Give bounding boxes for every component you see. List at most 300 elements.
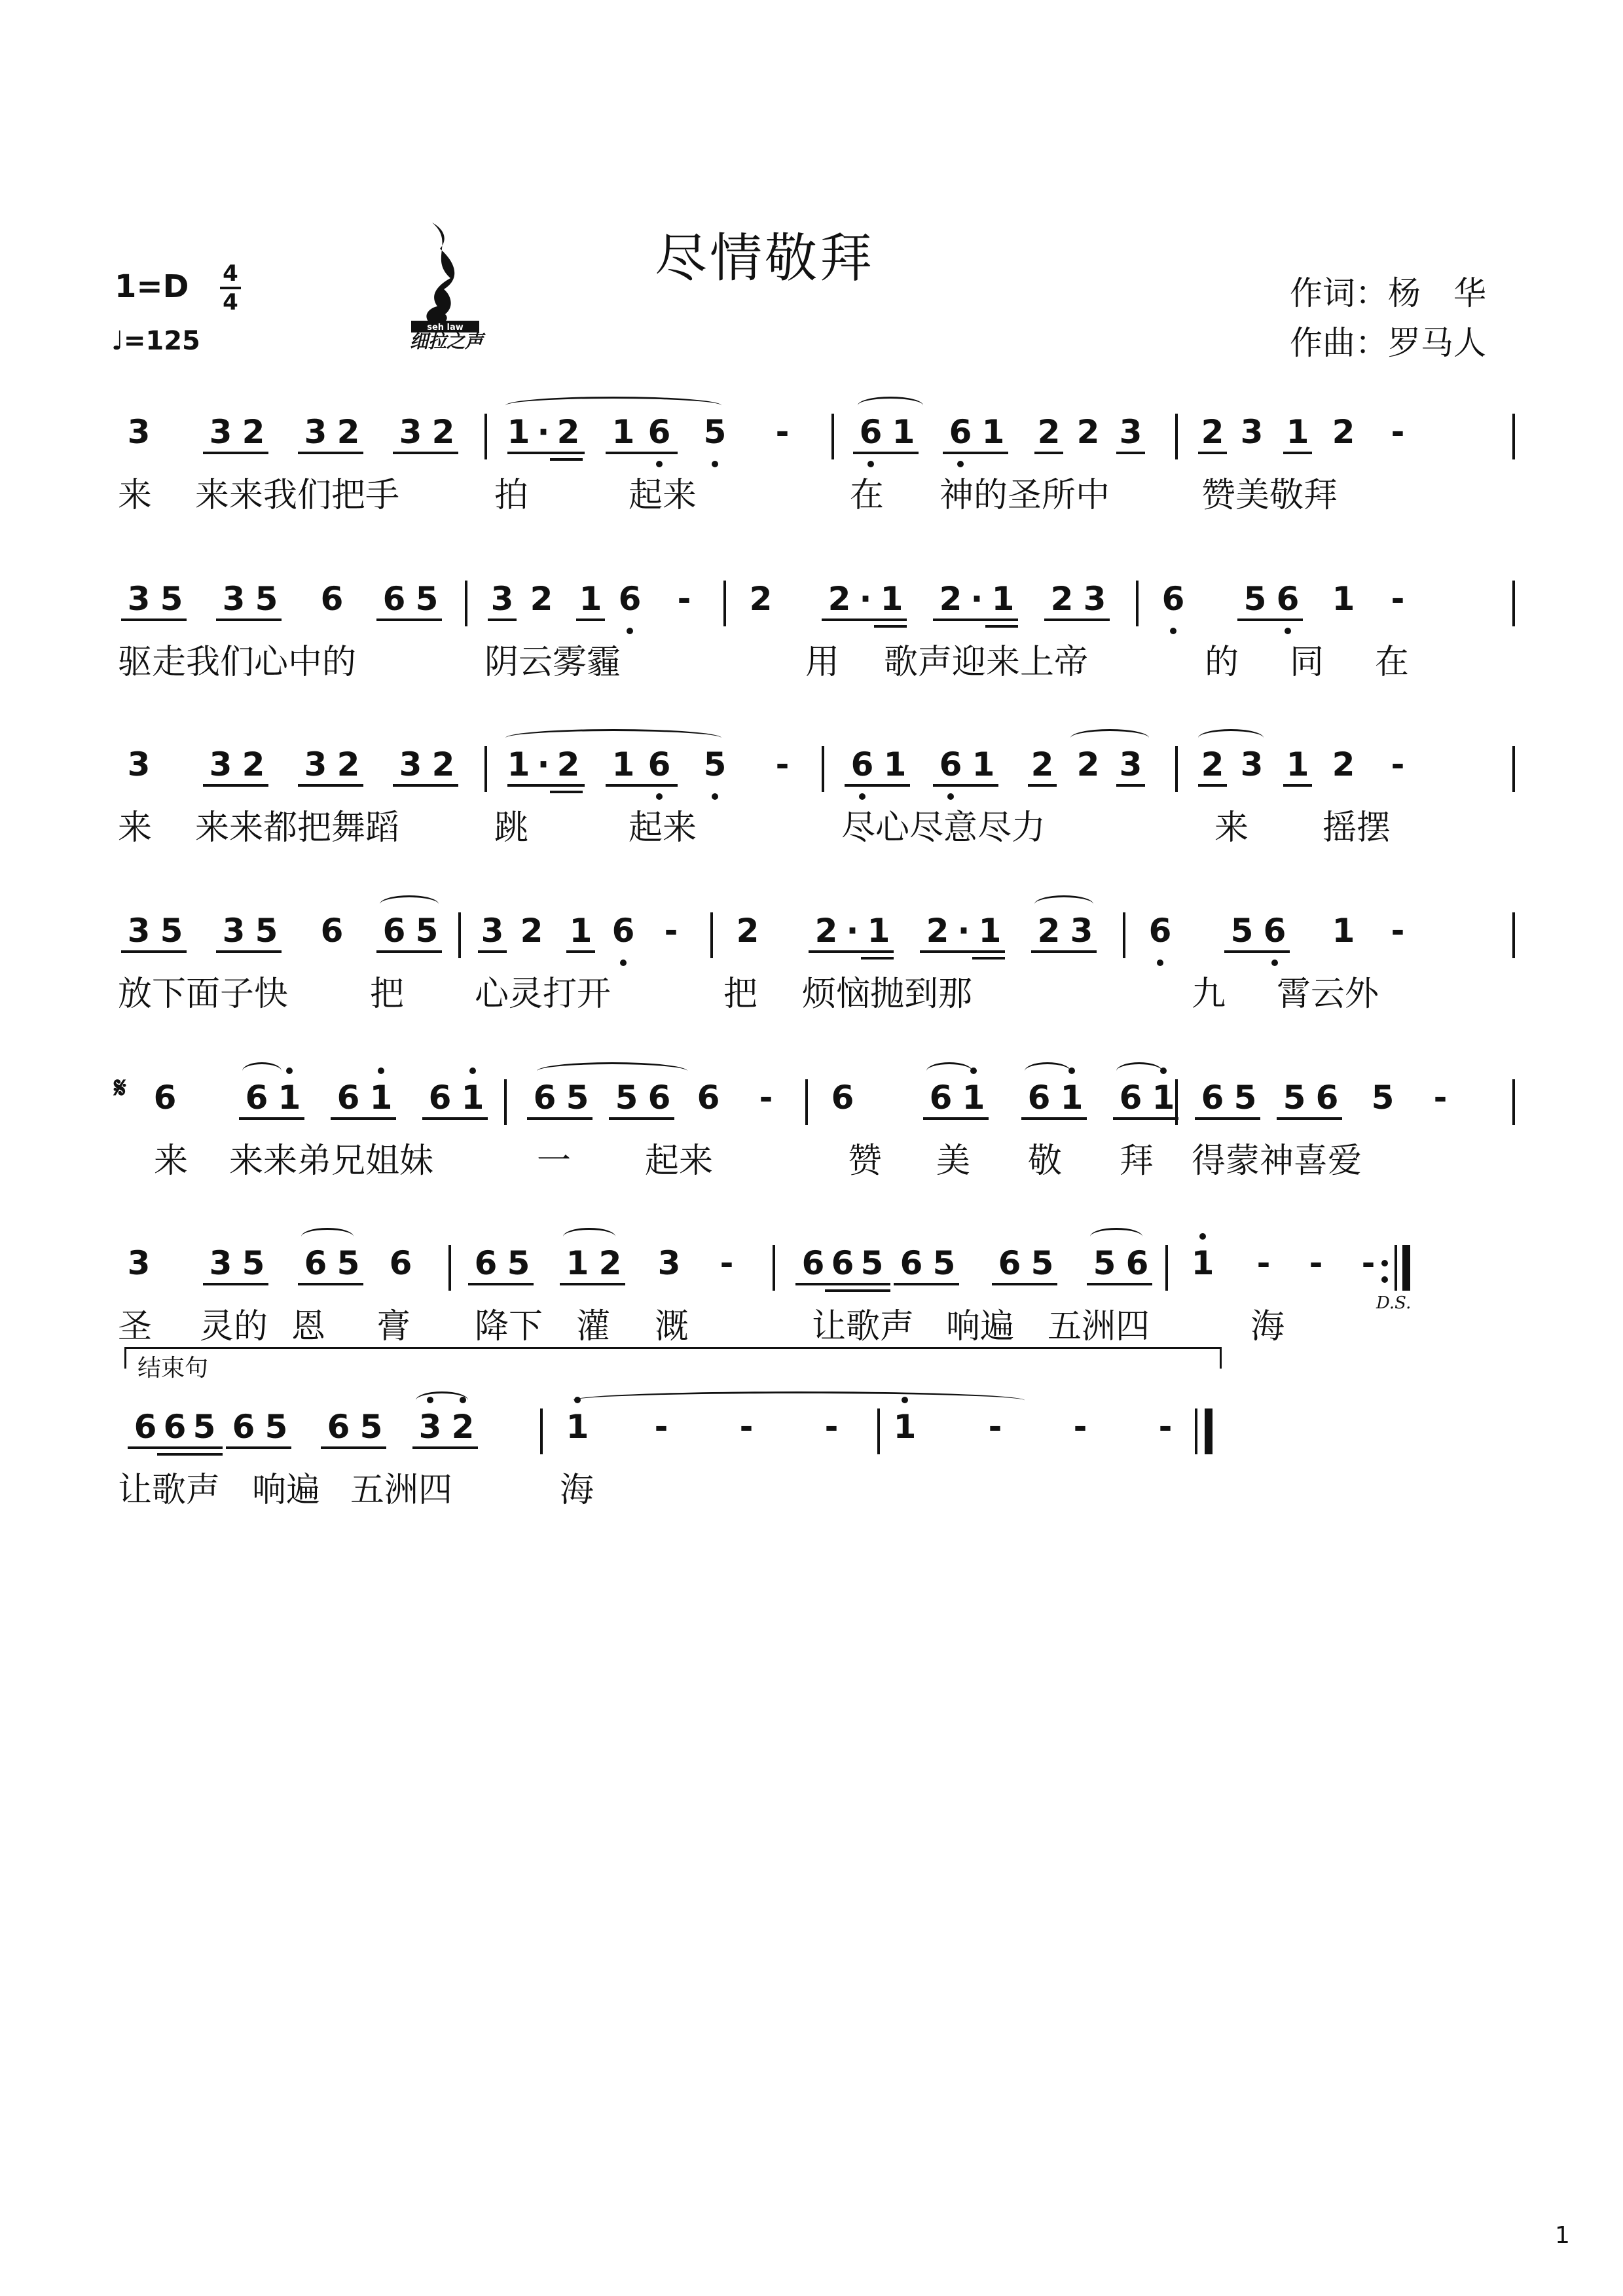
jianpu-note: 2	[451, 1408, 475, 1446]
jianpu-note: 1	[461, 1079, 484, 1117]
jianpu-note: 2	[530, 580, 553, 618]
jianpu-note: 2	[1201, 745, 1224, 783]
sustain-dash: -	[664, 912, 678, 950]
beam-underline	[985, 625, 1018, 628]
beam-underline	[298, 784, 363, 787]
jianpu-note: 5	[255, 912, 278, 950]
lyric-word: 放下面子快	[118, 975, 289, 1014]
jianpu-note: ·	[957, 912, 970, 950]
barline	[1512, 746, 1515, 792]
jianpu-note: 2	[736, 912, 759, 950]
jianpu-note: 5	[160, 912, 183, 950]
notation-line	[118, 1401, 1519, 1466]
barline	[723, 581, 726, 626]
jianpu-note: 6	[1276, 580, 1300, 618]
jianpu-note: 6	[618, 580, 642, 618]
jianpu-note: 6	[474, 1244, 498, 1282]
beam-underline	[923, 1117, 989, 1120]
octave-down-dot	[947, 793, 954, 800]
ds-marking: D.S.	[1376, 1293, 1412, 1313]
jianpu-note: 6	[382, 580, 406, 618]
jianpu-note: 6	[1027, 1079, 1051, 1117]
lyric-word: 跳	[494, 808, 529, 848]
jianpu-note: 6	[611, 912, 635, 950]
score-row-5	[114, 1045, 1519, 1196]
sustain-dash: -	[1256, 1244, 1271, 1282]
jianpu-note: 1	[883, 745, 907, 783]
sustain-dash: -	[654, 1408, 668, 1446]
jianpu-note: 3	[222, 580, 246, 618]
beam-underline	[606, 784, 678, 787]
barline	[1136, 581, 1139, 626]
jianpu-note: 5	[703, 413, 727, 451]
jianpu-note: 5	[1093, 1244, 1116, 1282]
lyric-word: 赞	[848, 1141, 883, 1181]
sustain-dash: -	[1391, 413, 1405, 451]
barline	[877, 1408, 880, 1454]
lyric-word: 来	[1214, 808, 1249, 848]
barline	[1175, 1079, 1178, 1125]
jianpu-note: 3	[399, 413, 422, 451]
jianpu-note: 3	[127, 1244, 151, 1282]
lyric-word: 阴云雾霾	[484, 643, 621, 682]
lyric-word: 尽心尽意尽力	[841, 808, 1046, 848]
jianpu-note: 1	[579, 580, 602, 618]
jianpu-note: 6	[697, 1079, 720, 1117]
lyric-word: 膏	[376, 1307, 411, 1346]
jianpu-note: 3	[1119, 745, 1142, 783]
lyric-word: 五洲四	[350, 1471, 453, 1510]
lyric-word: 恩	[291, 1307, 326, 1346]
lyrics-line	[118, 1469, 1519, 1515]
segno-sign: 𝄋	[114, 1071, 126, 1105]
jianpu-note: 2	[1076, 413, 1100, 451]
jianpu-note: 6	[337, 1079, 360, 1117]
jianpu-note: 2	[242, 745, 265, 783]
jianpu-note: 6	[647, 413, 671, 451]
tempo-value: =125	[123, 326, 200, 356]
lyric-word: 海	[560, 1471, 594, 1510]
lyric-word: 霄云外	[1277, 975, 1379, 1014]
jianpu-note: 2	[1050, 580, 1074, 618]
jianpu-note: 1	[1286, 745, 1309, 783]
lyric-word: 来来弟兄姐妹	[229, 1141, 434, 1181]
lyric-word: 来来我们把手	[195, 476, 400, 515]
octave-down-dot	[1271, 960, 1278, 966]
octave-down-dot	[656, 793, 663, 800]
octave-up-dot	[469, 1067, 476, 1074]
lyric-word: 得蒙神喜爱	[1192, 1141, 1362, 1181]
jianpu-note: 6	[859, 413, 883, 451]
barline	[1512, 912, 1515, 958]
barline	[822, 746, 824, 792]
notation-line	[118, 905, 1519, 970]
jianpu-note: 3	[209, 413, 232, 451]
slur	[573, 1391, 1025, 1409]
beam-underline	[822, 619, 907, 621]
octave-up-dot	[1160, 1067, 1167, 1074]
sustain-dash: -	[739, 1408, 754, 1446]
jianpu-note: 6	[1315, 1079, 1339, 1117]
score-row-1	[118, 380, 1519, 530]
jianpu-note: 2	[749, 580, 773, 618]
time-signature-bottom: 4	[223, 289, 238, 315]
jianpu-note: 1	[981, 413, 1005, 451]
beam-underline	[1116, 452, 1145, 454]
sustain-dash: -	[988, 1408, 1002, 1446]
beam-underline	[527, 1117, 593, 1120]
jianpu-note: 6	[831, 1244, 854, 1282]
beam-underline	[203, 784, 268, 787]
sustain-dash: -	[759, 1079, 773, 1117]
time-signature-top: 4	[223, 260, 238, 287]
octave-up-dot	[574, 1397, 581, 1403]
lyric-word: 一	[537, 1141, 572, 1181]
lyric-word: 响遍	[946, 1307, 1015, 1346]
jianpu-note: 5	[192, 1408, 216, 1446]
beam-underline	[874, 625, 907, 628]
jianpu-note: 1	[507, 745, 530, 783]
octave-down-dot	[712, 461, 718, 467]
octave-up-dot	[1199, 1233, 1206, 1240]
sustain-dash: -	[720, 1244, 734, 1282]
jianpu-note: 6	[831, 1079, 854, 1117]
jianpu-note: 6	[647, 745, 671, 783]
octave-down-dot	[859, 793, 866, 800]
lyric-word: 降下	[475, 1307, 543, 1346]
jianpu-note: ·	[846, 912, 859, 950]
beam-underline	[393, 452, 458, 454]
octave-down-dot	[867, 461, 874, 467]
jianpu-note: 2	[828, 580, 851, 618]
jianpu-note: 6	[801, 1244, 825, 1282]
barline	[831, 414, 834, 459]
jianpu-note: 1	[1332, 580, 1355, 618]
jianpu-note: 1	[893, 1408, 917, 1446]
jianpu-note: 3	[222, 912, 246, 950]
barline	[773, 1245, 775, 1291]
jianpu-note: 1	[972, 745, 995, 783]
lyric-word: 赞美敬拜	[1201, 476, 1338, 515]
jianpu-note: 2	[1030, 745, 1054, 783]
jianpu-note: 6	[245, 1079, 268, 1117]
lyric-word: 五洲四	[1048, 1307, 1150, 1346]
lyric-word: 来来都把舞蹈	[195, 808, 400, 848]
jianpu-note: 3	[1070, 912, 1093, 950]
lyrics-line	[118, 807, 1519, 853]
notation-line	[118, 738, 1519, 804]
sustain-dash: -	[1158, 1408, 1173, 1446]
jianpu-note: 5	[255, 580, 278, 618]
final-barline	[1402, 1245, 1410, 1291]
lyric-word: 来	[118, 476, 153, 515]
beam-underline	[853, 452, 919, 454]
octave-up-dot	[902, 1397, 908, 1403]
jianpu-note: 5	[1243, 580, 1267, 618]
credits	[1290, 268, 1486, 368]
lyricist: 作词：杨 华	[1290, 274, 1486, 312]
jianpu-note: 3	[657, 1244, 681, 1282]
barline	[1512, 581, 1515, 626]
jianpu-note: 6	[1201, 1079, 1224, 1117]
jianpu-note: 1	[1060, 1079, 1084, 1117]
beam-underline	[298, 452, 363, 454]
repeat-dot	[1381, 1276, 1388, 1283]
barline	[1512, 1079, 1515, 1125]
jianpu-note: 6	[163, 1408, 187, 1446]
jianpu-note: 2	[556, 745, 580, 783]
beam-underline	[576, 619, 605, 621]
jianpu-note: 5	[1371, 1079, 1395, 1117]
jianpu-note: ·	[537, 745, 550, 783]
lyric-word: 海	[1250, 1307, 1285, 1346]
jianpu-note: 5	[860, 1244, 884, 1282]
quarter-note-icon: ♩	[111, 326, 124, 356]
jianpu-note: 2	[337, 413, 360, 451]
jianpu-note: 6	[1263, 912, 1286, 950]
beam-underline	[1195, 1117, 1260, 1120]
barline	[1175, 414, 1178, 459]
jianpu-note: 1	[611, 413, 635, 451]
barline	[465, 581, 467, 626]
barline	[448, 1245, 451, 1291]
jianpu-note: 2	[520, 912, 543, 950]
lyric-word: 驱走我们心中的	[118, 643, 357, 682]
jianpu-note: 2	[1332, 745, 1355, 783]
lyric-word: 敬	[1028, 1141, 1063, 1181]
jianpu-note: 6	[327, 1408, 350, 1446]
jianpu-note: 5	[264, 1408, 288, 1446]
jianpu-note: 6	[929, 1079, 953, 1117]
lyrics-line	[118, 1306, 1519, 1352]
jianpu-note: 6	[382, 912, 406, 950]
jianpu-note: 5	[337, 1244, 360, 1282]
octave-up-dot	[378, 1067, 384, 1074]
beam-underline	[825, 1289, 890, 1292]
lyric-word: 用	[805, 643, 840, 682]
beam-underline	[376, 950, 442, 953]
lyric-word: 在	[1375, 643, 1410, 682]
key-signature: 1=D	[115, 268, 189, 305]
jianpu-note: 1	[867, 912, 890, 950]
jianpu-note: 3	[127, 580, 151, 618]
beam-underline	[203, 1283, 268, 1285]
lyrics-line	[118, 641, 1519, 687]
lyric-word: 圣	[118, 1307, 153, 1346]
jianpu-note: 5	[703, 745, 727, 783]
beam-underline	[809, 950, 894, 953]
jianpu-note: 6	[647, 1079, 671, 1117]
jianpu-note: 1	[1332, 912, 1355, 950]
jianpu-note: 2	[598, 1244, 622, 1282]
notation-line	[118, 406, 1519, 471]
beam-underline	[239, 1117, 304, 1120]
lyric-word: 神的圣所中	[939, 476, 1110, 515]
octave-down-dot	[1157, 960, 1163, 966]
jianpu-note: 2	[337, 745, 360, 783]
beam-underline	[795, 1283, 890, 1285]
beam-underline	[1198, 452, 1227, 454]
lyric-word: 溉	[655, 1307, 689, 1346]
jianpu-note: 2	[556, 413, 580, 451]
sustain-dash: -	[1391, 912, 1405, 950]
sustain-dash: -	[1361, 1244, 1376, 1282]
beam-underline	[1198, 784, 1227, 787]
octave-up-dot	[1068, 1067, 1075, 1074]
beam-underline	[894, 1283, 959, 1285]
beam-underline	[992, 1283, 1057, 1285]
jianpu-note: 1	[566, 1408, 589, 1446]
octave-up-dot	[286, 1067, 293, 1074]
barline	[484, 746, 487, 792]
beam-underline	[1224, 950, 1290, 953]
barline	[1175, 746, 1178, 792]
composer: 作曲：罗马人	[1290, 324, 1486, 362]
barline	[805, 1079, 808, 1125]
sustain-dash: -	[1309, 1244, 1323, 1282]
jianpu-note: 2	[939, 580, 962, 618]
beam-underline	[920, 950, 1005, 953]
beam-underline	[1034, 452, 1063, 454]
lyrics-line	[118, 475, 1519, 520]
beam-underline	[1113, 1117, 1178, 1120]
score-row-2	[118, 547, 1519, 697]
jianpu-note: 6	[1119, 1079, 1142, 1117]
jianpu-note: 3	[209, 745, 232, 783]
beam-underline	[861, 957, 894, 960]
jianpu-note: 2	[1332, 413, 1355, 451]
jianpu-note: ·	[970, 580, 983, 618]
jianpu-note: 1	[991, 580, 1015, 618]
beam-underline	[393, 784, 458, 787]
jianpu-note: 3	[127, 912, 151, 950]
score-row-3	[118, 712, 1519, 863]
jianpu-note: 6	[320, 580, 344, 618]
beam-underline	[606, 452, 678, 454]
notation-line	[118, 573, 1519, 638]
beam-underline	[478, 950, 507, 953]
jianpu-note: 1	[1286, 413, 1309, 451]
beam-underline	[1116, 784, 1145, 787]
logo-text: 细拉之声	[409, 331, 483, 352]
jianpu-note: 2	[242, 413, 265, 451]
jianpu-note: 1	[278, 1079, 301, 1117]
beam-underline	[376, 619, 442, 621]
lyric-word: 让歌声	[118, 1471, 221, 1510]
jianpu-note: 3	[127, 413, 151, 451]
barline	[1165, 1245, 1168, 1291]
lyrics-line	[118, 1140, 1519, 1186]
beam-underline	[216, 950, 282, 953]
lyric-word: 把	[370, 975, 405, 1014]
logo-subtext: seh law	[427, 323, 464, 332]
beam-underline	[422, 1117, 488, 1120]
jianpu-note: 3	[304, 413, 327, 451]
jianpu-note: 2	[1037, 912, 1061, 950]
beam-underline	[128, 1446, 223, 1449]
jianpu-note: 6	[1125, 1244, 1149, 1282]
jianpu-note: 6	[998, 1244, 1021, 1282]
barline	[1395, 1245, 1397, 1291]
lyric-word: 摇摆	[1322, 808, 1391, 848]
lyric-word: 灌	[576, 1307, 611, 1346]
beam-underline	[331, 1117, 396, 1120]
barline	[1512, 414, 1515, 459]
beam-underline	[298, 1283, 363, 1285]
barline	[1195, 1408, 1197, 1454]
jianpu-note: 2	[1037, 413, 1061, 451]
jianpu-note: 2	[431, 745, 455, 783]
jianpu-note: 6	[939, 745, 962, 783]
jianpu-note: 5	[415, 580, 439, 618]
jianpu-note: 3	[1119, 413, 1142, 451]
jianpu-note: 1	[569, 912, 593, 950]
notation-line	[118, 1237, 1519, 1313]
jianpu-note: 1	[1191, 1244, 1214, 1282]
octave-down-dot	[1285, 628, 1291, 634]
lyric-word: 同	[1290, 643, 1324, 682]
octave-up-dot	[460, 1397, 466, 1403]
beam-underline	[550, 458, 583, 461]
jianpu-note: 5	[1030, 1244, 1054, 1282]
beam-underline	[943, 452, 1008, 454]
jianpu-note: 3	[304, 745, 327, 783]
octave-down-dot	[656, 461, 663, 467]
time-signature	[217, 260, 244, 315]
barline	[710, 912, 713, 958]
lyric-word: 响遍	[252, 1471, 321, 1510]
jianpu-note: 3	[1083, 580, 1106, 618]
jianpu-note: 6	[304, 1244, 327, 1282]
jianpu-note: 5	[160, 580, 183, 618]
jianpu-note: 3	[127, 745, 151, 783]
sustain-dash: -	[1391, 745, 1405, 783]
beam-underline	[566, 950, 595, 953]
octave-down-dot	[627, 628, 633, 634]
score-row-6	[118, 1211, 1519, 1361]
jianpu-note: 6	[153, 1079, 177, 1117]
beam-underline	[845, 784, 910, 787]
jianpu-note: 6	[900, 1244, 923, 1282]
jianpu-note: 5	[1230, 912, 1254, 950]
octave-down-dot	[712, 793, 718, 800]
jianpu-note: 6	[232, 1408, 255, 1446]
beam-underline	[226, 1446, 291, 1449]
lyric-word: 来	[154, 1141, 189, 1181]
beam-underline	[933, 784, 998, 787]
jianpu-note: 5	[507, 1244, 530, 1282]
jianpu-note: 2	[431, 413, 455, 451]
beam-underline	[121, 950, 187, 953]
score-row-7	[118, 1374, 1519, 1525]
sustain-dash: -	[775, 745, 790, 783]
jianpu-note: 6	[1161, 580, 1185, 618]
lyric-word: 来	[118, 808, 153, 848]
beam-underline	[507, 452, 585, 454]
beam-underline	[1087, 1283, 1152, 1285]
beam-underline	[972, 957, 1005, 960]
lyric-word: 起来	[629, 808, 697, 848]
sustain-dash: -	[1391, 580, 1405, 618]
lyric-word: 九	[1192, 975, 1226, 1014]
jianpu-note: 5	[415, 912, 439, 950]
lyric-word: 在	[850, 476, 884, 515]
jianpu-note: 6	[389, 1244, 412, 1282]
jianpu-note: 5	[566, 1079, 589, 1117]
octave-down-dot	[620, 960, 627, 966]
beam-underline	[560, 1283, 625, 1285]
jianpu-note: 3	[1240, 413, 1264, 451]
